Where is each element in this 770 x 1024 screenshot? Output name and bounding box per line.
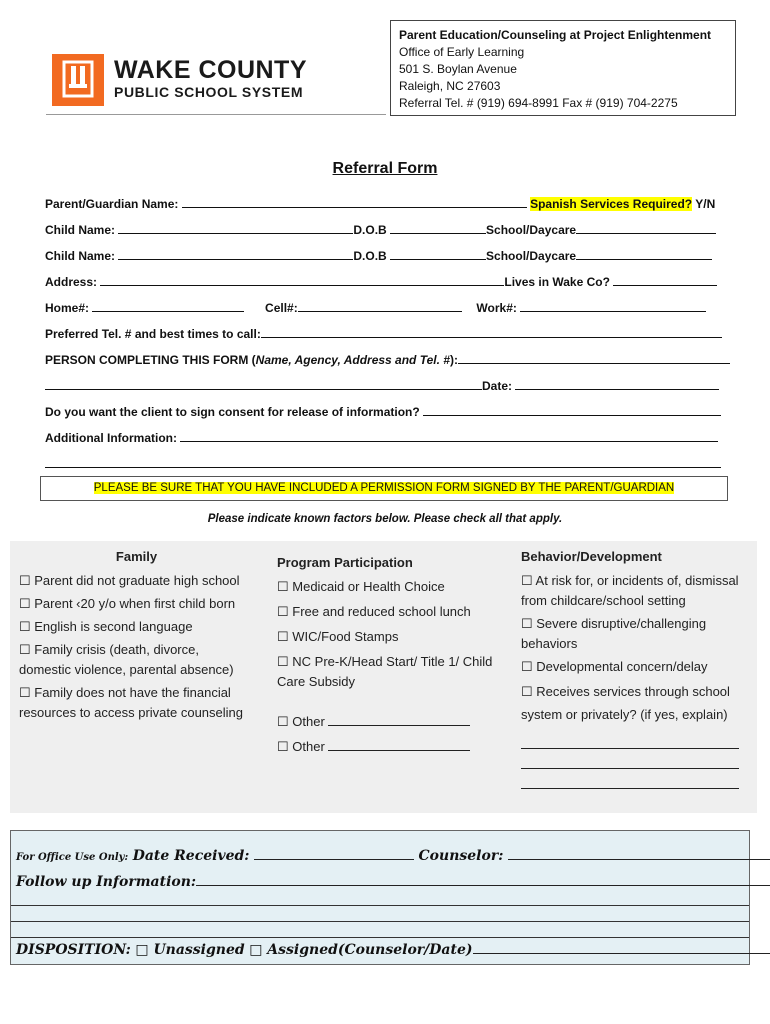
- school-field[interactable]: [576, 222, 716, 234]
- lives-wake-field[interactable]: [613, 274, 717, 286]
- behavior-item[interactable]: ☐ At risk for, or incidents of, dismissal from childcare/school setting: [521, 573, 739, 608]
- behavior-item[interactable]: ☐ Developmental concern/delay: [521, 659, 708, 674]
- office-name: Office of Early Learning: [399, 45, 525, 59]
- school-label: School/Daycare: [486, 249, 577, 263]
- additional-info-label: Additional Information:: [45, 431, 177, 445]
- dob-label: D.O.B: [353, 223, 387, 237]
- program-other-2[interactable]: [277, 737, 499, 757]
- program-title: Parent Education/Counseling at Project Enlightenment: [399, 28, 712, 42]
- behavior-column: [521, 547, 743, 789]
- disposition-label: DISPOSITION:: [16, 942, 131, 958]
- family-item[interactable]: ☐ Parent did not graduate high school: [19, 573, 240, 588]
- spanish-services-label: Spanish Services Required?: [530, 197, 693, 211]
- consent-row: [45, 404, 725, 420]
- additional-info-field[interactable]: [180, 430, 718, 442]
- address-label: Address:: [45, 275, 98, 289]
- person-completing-end: ):: [449, 353, 458, 367]
- consent-label: Do you want the client to sign consent for release of information?: [45, 405, 420, 419]
- additional-info-row: [45, 430, 725, 446]
- logo-subtitle: PUBLIC SCHOOL SYSTEM: [114, 84, 304, 100]
- dob-field[interactable]: [390, 222, 486, 234]
- explain-line[interactable]: [521, 769, 739, 789]
- date-received-label: Date Received:: [132, 848, 250, 864]
- office-use-box: [10, 830, 750, 965]
- home-label: Home#:: [45, 301, 90, 315]
- preferred-tel-label: Preferred Tel. # and best times to call:: [45, 327, 261, 341]
- counselor-field[interactable]: [508, 847, 770, 860]
- logo-title: WAKE COUNTY: [114, 56, 307, 84]
- program-heading: Program Participation: [277, 555, 413, 570]
- program-item[interactable]: ☐ Medicaid or Health Choice: [277, 579, 445, 594]
- date-label: Date:: [482, 379, 513, 393]
- phone-fax: Referral Tel. # (919) 694-8991 Fax # (919) 704-2275: [399, 96, 678, 110]
- person-completing-field[interactable]: [458, 352, 730, 364]
- program-other-field[interactable]: [328, 713, 470, 726]
- child-row-2: [45, 248, 725, 264]
- logo-divider: [46, 114, 386, 115]
- counselor-label: Counselor:: [418, 848, 504, 864]
- parent-guardian-row: [45, 196, 725, 212]
- child-name-field[interactable]: [118, 248, 353, 260]
- behavior-item[interactable]: ☐ Severe disruptive/challenging behaviors: [521, 616, 707, 651]
- additional-info-field-2[interactable]: [45, 456, 721, 468]
- behavior-heading: Behavior/Development: [521, 549, 662, 564]
- office-use-label: For Office Use Only:: [16, 852, 129, 863]
- preferred-tel-row: [45, 326, 725, 342]
- dob-field[interactable]: [390, 248, 486, 260]
- parent-name-field[interactable]: [182, 196, 527, 208]
- address-field[interactable]: [100, 274, 504, 286]
- program-other-1[interactable]: [277, 712, 499, 732]
- preferred-tel-field[interactable]: [261, 326, 722, 338]
- form-title: Referral Form: [332, 160, 438, 177]
- consent-field[interactable]: [423, 404, 721, 416]
- date-received-field[interactable]: [254, 847, 414, 860]
- school-field[interactable]: [576, 248, 712, 260]
- street-address: 501 S. Boylan Avenue: [399, 62, 517, 76]
- logo-emblem-icon: [52, 54, 104, 106]
- follow-up-row: [16, 873, 770, 890]
- family-item[interactable]: ☐ Family does not have the financial resources to access private counseling: [19, 685, 244, 720]
- behavior-item[interactable]: ☐ Receives services through school system or privately? (if yes, explain): [521, 684, 730, 722]
- family-item[interactable]: ☐ English is second language: [19, 619, 193, 634]
- home-field[interactable]: [92, 300, 244, 312]
- follow-up-line[interactable]: [11, 921, 749, 922]
- program-other-label: ☐ Other: [277, 739, 325, 754]
- additional-info-row-2: [45, 456, 725, 472]
- follow-up-line[interactable]: [11, 937, 749, 938]
- spanish-yn[interactable]: Y/N: [695, 197, 716, 211]
- program-other-label: ☐ Other: [277, 714, 325, 729]
- city-state-zip: Raleigh, NC 27603: [399, 79, 501, 93]
- permission-notice-text: PLEASE BE SURE THAT YOU HAVE INCLUDED A PERMISSION FORM SIGNED BY THE PARENT/GUARDIAN: [93, 482, 675, 494]
- explain-line[interactable]: [521, 749, 739, 769]
- school-label: School/Daycare: [486, 223, 577, 237]
- wcpss-logo: [52, 54, 322, 106]
- person-completing-label: PERSON COMPLETING THIS FORM (: [45, 353, 256, 367]
- date-row: [45, 378, 725, 394]
- follow-up-field[interactable]: [196, 873, 770, 886]
- factors-instruction: Please indicate known factors below. Please check all that apply.: [207, 513, 563, 525]
- person-completing-field-2[interactable]: [45, 378, 482, 390]
- program-item[interactable]: ☐ WIC/Food Stamps: [277, 629, 399, 644]
- assigned-field[interactable]: [473, 941, 770, 954]
- child-row-1: [45, 222, 725, 238]
- explain-line[interactable]: [521, 729, 739, 749]
- family-item[interactable]: ☐ Family crisis (death, divorce, domestic violence, parental absence): [19, 642, 234, 677]
- contact-info-box: [390, 20, 736, 116]
- child-name-label: Child Name:: [45, 249, 116, 263]
- program-item[interactable]: ☐ Free and reduced school lunch: [277, 604, 471, 619]
- phone-row: [45, 300, 725, 316]
- follow-up-line[interactable]: [11, 905, 749, 906]
- person-completing-row: [45, 352, 725, 368]
- person-completing-hint: Name, Agency, Address and Tel. #: [255, 353, 450, 367]
- parent-name-label: Parent/Guardian Name:: [45, 197, 179, 211]
- address-row: [45, 274, 725, 290]
- child-name-label: Child Name:: [45, 223, 116, 237]
- lives-wake-label: Lives in Wake Co?: [504, 275, 610, 289]
- disposition-row: [16, 941, 770, 958]
- family-column: [19, 547, 254, 726]
- program-other-field[interactable]: [328, 738, 470, 751]
- cell-label: Cell#:: [265, 301, 298, 315]
- family-heading: Family: [115, 549, 158, 564]
- family-item[interactable]: ☐ Parent ‹20 y/o when first child born: [19, 596, 236, 611]
- work-field[interactable]: [520, 300, 706, 312]
- work-label: Work#:: [476, 301, 517, 315]
- dob-label: D.O.B: [353, 249, 387, 263]
- permission-notice: [40, 476, 728, 501]
- cell-field[interactable]: [298, 300, 462, 312]
- date-field[interactable]: [515, 378, 719, 390]
- unassigned-checkbox[interactable]: □ Unassigned: [135, 942, 245, 958]
- office-date-counselor-row: [16, 847, 770, 864]
- follow-up-label: Follow up Information:: [16, 874, 197, 890]
- program-column: [277, 553, 499, 760]
- factors-panel: [10, 541, 757, 813]
- assigned-checkbox[interactable]: □ Assigned(Counselor/Date): [249, 942, 473, 958]
- program-item[interactable]: ☐ NC Pre-K/Head Start/ Title 1/ Child Care Subsidy: [277, 654, 493, 689]
- child-name-field[interactable]: [118, 222, 353, 234]
